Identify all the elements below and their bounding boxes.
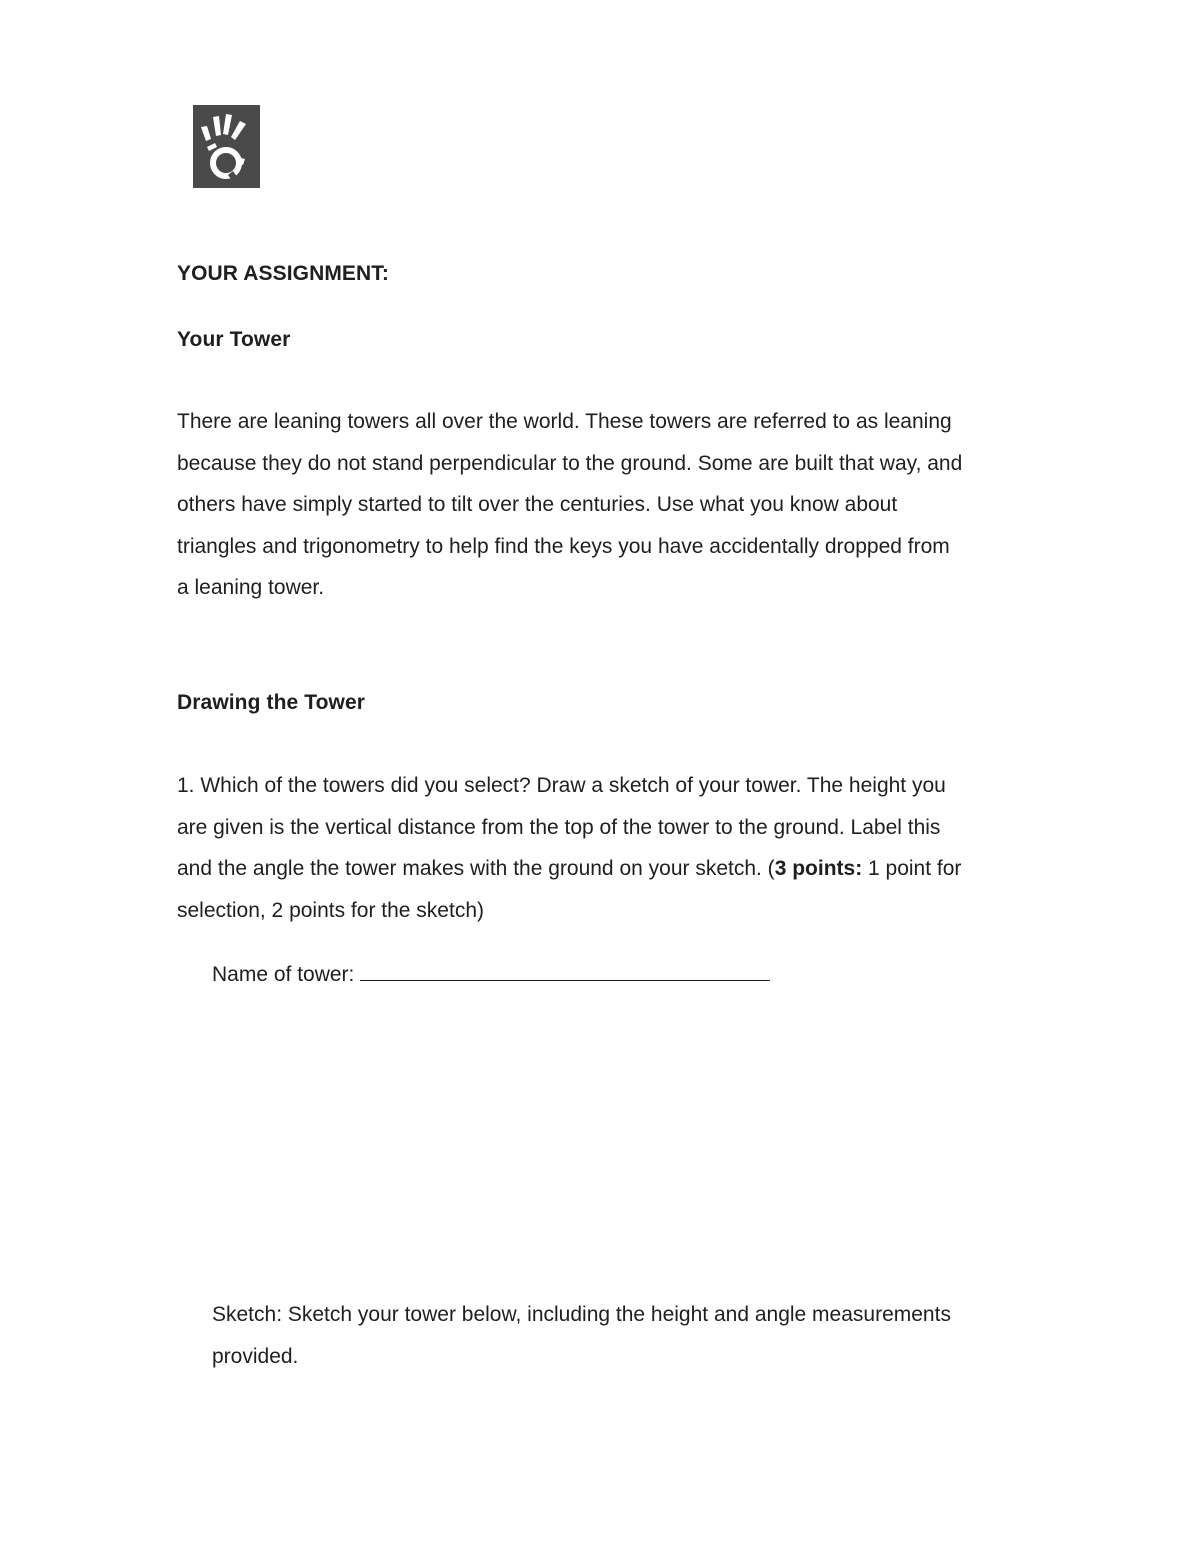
text-segment: and the angle the tower makes with the ground on your sketch. ( (177, 857, 775, 880)
question-1-paragraph (177, 765, 1067, 931)
assignment-heading: YOUR ASSIGNMENT: (177, 262, 389, 285)
drawing-tower-heading: Drawing the Tower (177, 691, 365, 714)
points-bold: 3 points: (774, 857, 863, 880)
tower-name-row (212, 958, 770, 987)
sketch-instructions (212, 1294, 1072, 1377)
tower-name-blank[interactable] (360, 958, 770, 981)
paragraph-line: are given is the vertical distance from the top of the tower to the ground. Label this (177, 815, 941, 839)
paragraph-line: triangles and trigonometry to help find the keys you have accidentally dropped from (177, 534, 950, 558)
paragraph-line: selection, 2 points for the sketch) (177, 898, 484, 922)
sun-hand-logo-icon (193, 105, 260, 188)
your-tower-heading: Your Tower (177, 328, 291, 351)
paragraph-line: a leaning tower. (177, 576, 325, 599)
tower-intro-paragraph (177, 401, 1067, 609)
paragraph-line: provided. (212, 1344, 299, 1368)
text-segment: 1 point for (862, 857, 962, 880)
paragraph-line: Sketch: Sketch your tower below, including the height and angle measurements (212, 1303, 951, 1326)
logo (193, 105, 260, 188)
paragraph-line (177, 848, 1067, 890)
paragraph-line: others have simply started to tilt over the centuries. Use what you know about (177, 493, 898, 516)
paragraph-line: because they do not stand perpendicular to the ground. Some are built that way, and (177, 451, 963, 475)
paragraph-line: There are leaning towers all over the world. These towers are referred to as leaning (177, 410, 952, 433)
paragraph-line: 1. Which of the towers did you select? Draw a sketch of your tower. The height you (177, 774, 946, 797)
tower-name-label: Name of tower: (212, 963, 355, 986)
